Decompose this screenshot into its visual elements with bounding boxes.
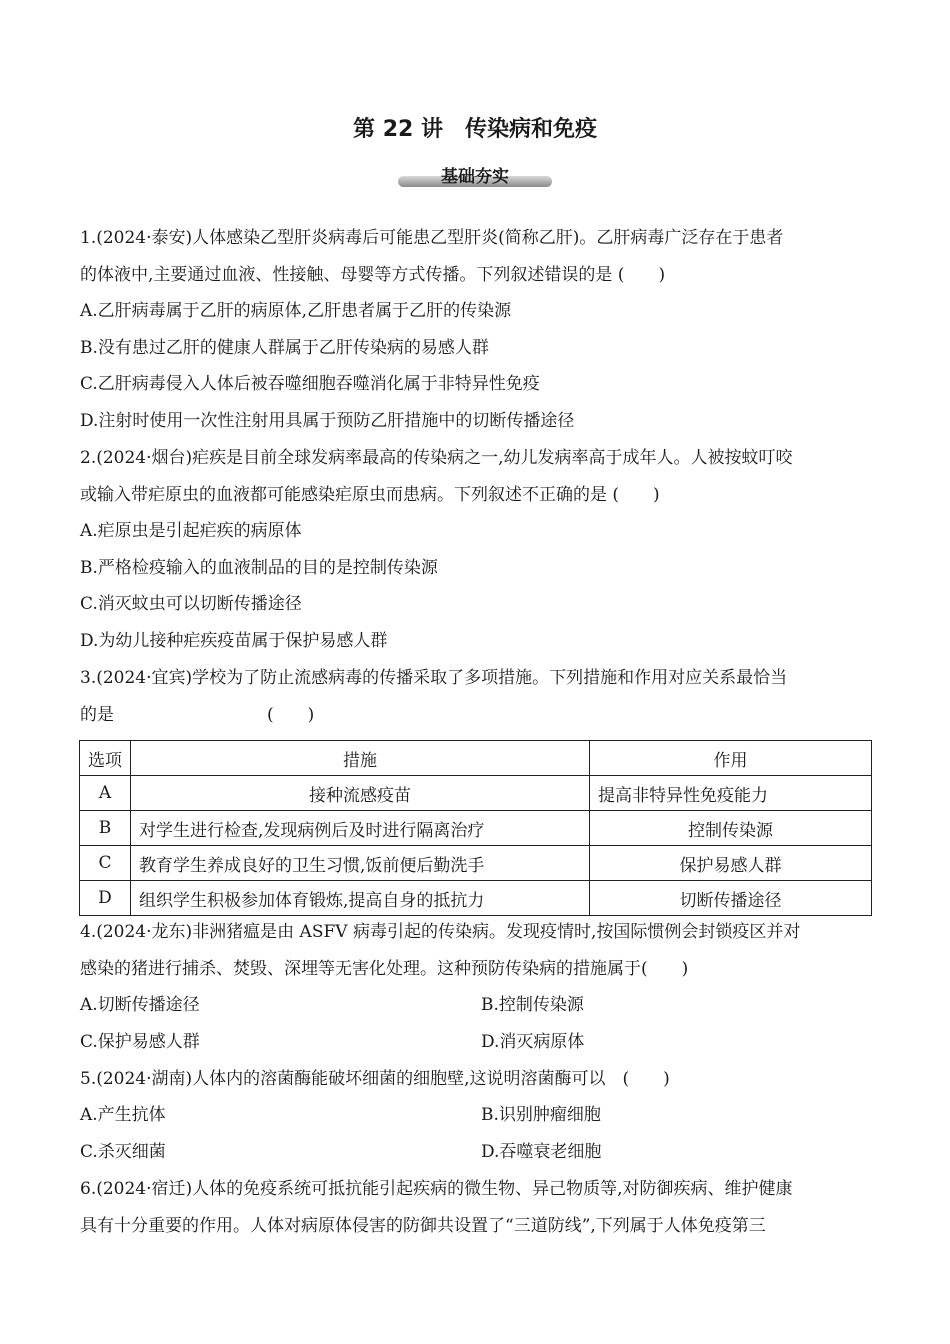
q4-option-b: B.控制传染源 [481, 995, 584, 1015]
q2-option-a: A.疟原虫是引起疟疾的病原体 [80, 521, 302, 541]
q2-option-b: B.严格检疫输入的血液制品的目的是控制传染源 [80, 558, 438, 578]
table-row [80, 846, 872, 881]
q4-option-a: A.切断传播途径 [80, 995, 200, 1015]
q5-option-a: A.产生抗体 [80, 1105, 166, 1125]
q1-stem-line2: 的体液中,主要通过血液、性接触、母婴等方式传播。下列叙述错误的是 ( ) [80, 265, 666, 285]
table-header-cell: 选项 [80, 741, 131, 776]
q3-options-table [79, 740, 872, 916]
q5-option-b: B.识别肿瘤细胞 [481, 1105, 601, 1125]
table-cell: 保护易感人群 [590, 846, 872, 881]
table-cell: 组织学生积极参加体育锻炼,提高自身的抵抗力 [131, 881, 590, 916]
q2-option-d: D.为幼儿接种疟疾疫苗属于保护易感人群 [80, 631, 388, 651]
q2-stem-line2: 或输入带疟原虫的血液都可能感染疟原虫而患病。下列叙述不正确的是 ( ) [80, 485, 660, 505]
table-cell: 对学生进行检查,发现病例后及时进行隔离治疗 [131, 811, 590, 846]
table-cell: 控制传染源 [590, 811, 872, 846]
q3-stem-line1: 3.(2024·宜宾)学校为了防止流感病毒的传播采取了多项措施。下列措施和作用对应关系最恰当 [80, 668, 788, 688]
q1-option-c: C.乙肝病毒侵入人体后被吞噬细胞吞噬消化属于非特异性免疫 [80, 374, 540, 394]
table-cell: B [80, 811, 131, 846]
q5-option-c: C.杀灭细菌 [80, 1142, 166, 1162]
section-tag [398, 162, 552, 188]
q4-stem-line2: 感染的猪进行捕杀、焚毁、深埋等无害化处理。这种预防传染病的措施属于( ) [80, 959, 689, 979]
table-cell: 提高非特异性免疫能力 [590, 776, 872, 811]
q2-stem-line1: 2.(2024·烟台)疟疾是目前全球发病率最高的传染病之一,幼儿发病率高于成年人。人被按蚊叮咬 [80, 448, 793, 468]
q3-stem-line2: 的是 ( ) [80, 705, 315, 725]
table-header-cell: 作用 [590, 741, 872, 776]
q6-stem-line2: 具有十分重要的作用。人体对病原体侵害的防御共设置了“三道防线”,下列属于人体免疫第三 [80, 1216, 766, 1236]
page-title: 第 22 讲 传染病和免疫 [353, 117, 597, 142]
table-cell: D [80, 881, 131, 916]
section-tag-label: 基础夯实 [441, 167, 509, 187]
q6-stem-line1: 6.(2024·宿迁)人体的免疫系统可抵抗能引起疾病的微生物、异己物质等,对防御疾病、维护健康 [80, 1179, 793, 1199]
q5-stem: 5.(2024·湖南)人体内的溶菌酶能破坏细菌的细胞壁,这说明溶菌酶可以 ( ) [80, 1069, 670, 1089]
q1-option-a: A.乙肝病毒属于乙肝的病原体,乙肝患者属于乙肝的传染源 [80, 301, 512, 321]
q4-stem-line1: 4.(2024·龙东)非洲猪瘟是由 ASFV 病毒引起的传染病。发现疫情时,按国际惯例会封锁疫区并对 [80, 922, 801, 942]
table-cell: A [80, 776, 131, 811]
table-cell: 接种流感疫苗 [131, 776, 590, 811]
q1-stem-line1: 1.(2024·泰安)人体感染乙型肝炎病毒后可能患乙型肝炎(简称乙肝)。乙肝病毒广泛存在于患者 [80, 228, 784, 248]
table-cell: 切断传播途径 [590, 881, 872, 916]
q4-option-c: C.保护易感人群 [80, 1032, 200, 1052]
table-row [80, 811, 872, 846]
q4-option-d: D.消灭病原体 [481, 1032, 585, 1052]
table-row [80, 881, 872, 916]
table-cell: C [80, 846, 131, 881]
table-header-cell: 措施 [131, 741, 590, 776]
q1-option-b: B.没有患过乙肝的健康人群属于乙肝传染病的易感人群 [80, 338, 489, 358]
table-row [80, 776, 872, 811]
q1-option-d: D.注射时使用一次性注射用具属于预防乙肝措施中的切断传播途径 [80, 411, 575, 431]
q2-option-c: C.消灭蚊虫可以切断传播途径 [80, 594, 302, 614]
table-header-row [80, 741, 872, 776]
q5-option-d: D.吞噬衰老细胞 [481, 1142, 602, 1162]
table-cell: 教育学生养成良好的卫生习惯,饭前便后勤洗手 [131, 846, 590, 881]
